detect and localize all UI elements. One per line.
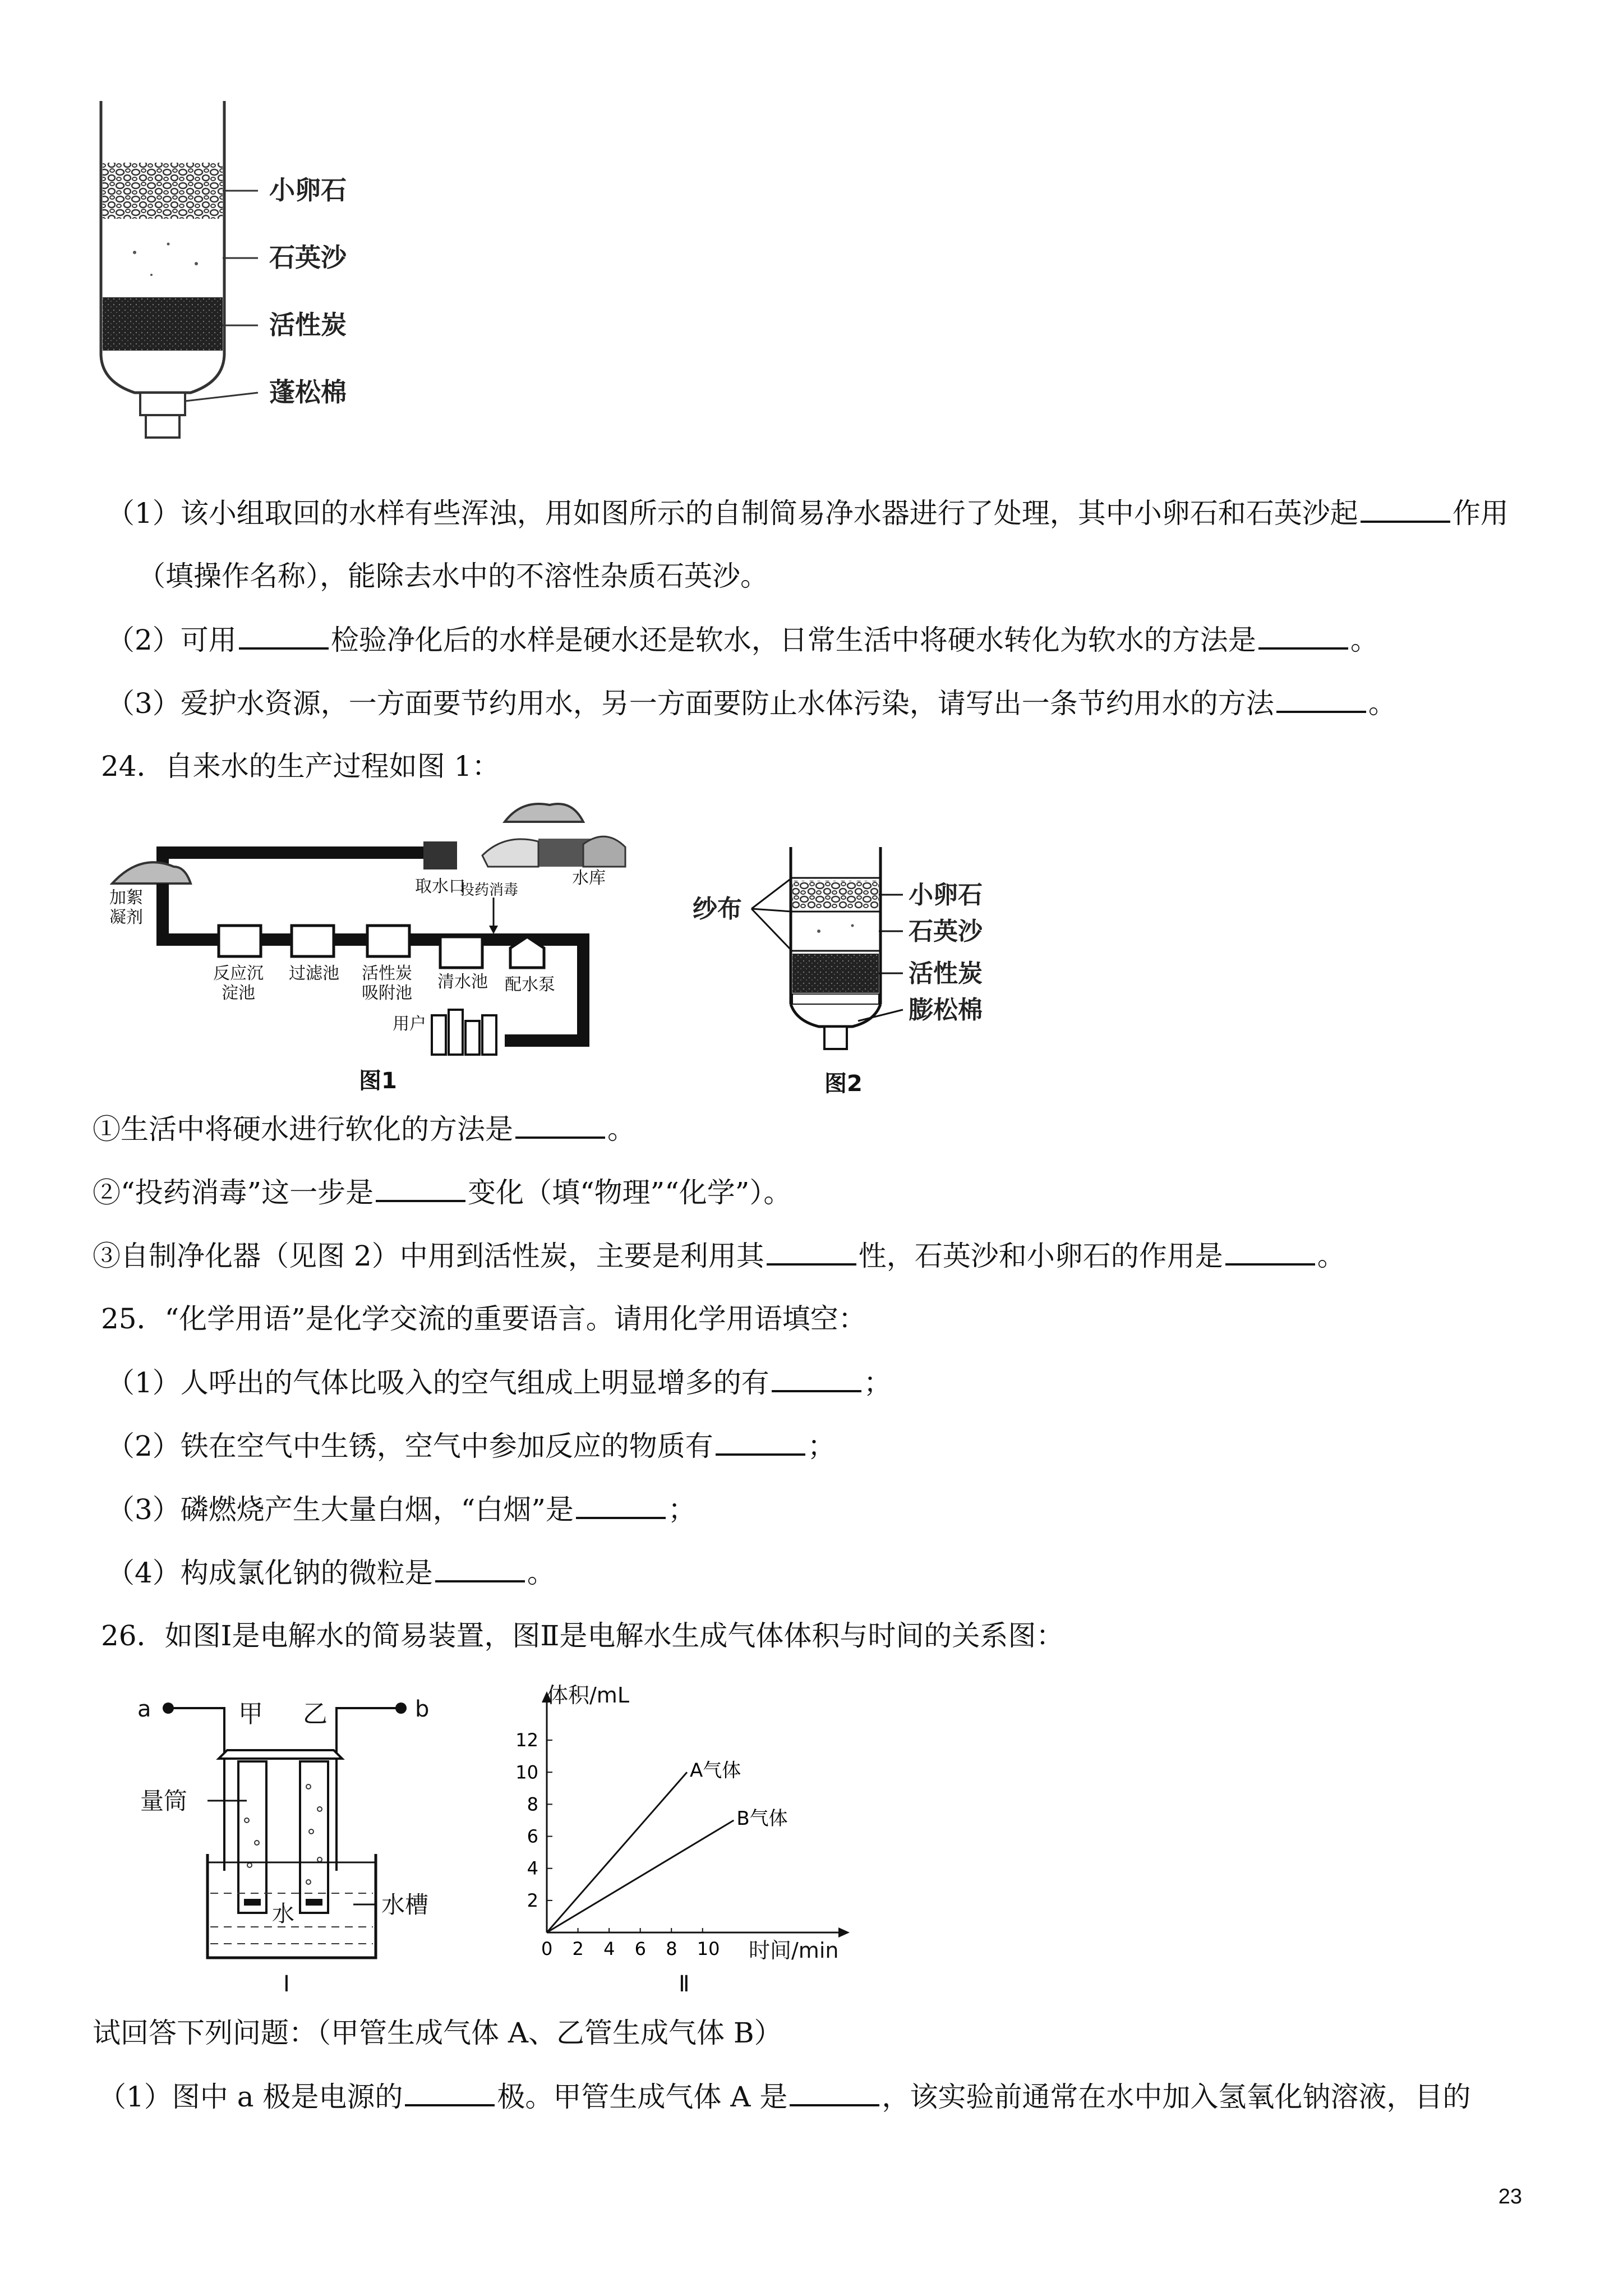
fig2-caption: 图2 bbox=[824, 1071, 863, 1097]
label-coagulant-2: 凝剂 bbox=[109, 908, 143, 927]
label-cotton: 蓬松棉 bbox=[269, 377, 347, 407]
y-tick-label: 10 bbox=[515, 1761, 538, 1783]
q24-i2a: ②“投药消毒”这一步是 bbox=[93, 1176, 374, 1209]
label-trough: 水槽 bbox=[381, 1891, 429, 1918]
answer-blank[interactable] bbox=[790, 2078, 879, 2106]
q23-part1-line1 bbox=[107, 495, 1509, 531]
label-reservoir: 水库 bbox=[572, 868, 606, 888]
q26-p1a: （1）图中 a 极是电源的 bbox=[98, 2081, 403, 2113]
q23-p1c: （填操作名称），能除去水中的不溶性杂质石英沙。 bbox=[137, 560, 768, 592]
volume-time-chart bbox=[494, 1674, 897, 2000]
q24-i3c: 。 bbox=[1317, 1240, 1345, 1272]
answer-blank[interactable] bbox=[1225, 1237, 1315, 1266]
label-disinfect: 投药消毒 bbox=[460, 882, 519, 899]
label-clear: 清水池 bbox=[437, 972, 488, 992]
answer-blank[interactable] bbox=[1361, 495, 1450, 523]
q23-p3b: 。 bbox=[1368, 687, 1396, 720]
q23-p3a: （3）爱护水资源，一方面要节约用水，另一方面要防止水体污染，请写出一条节约用水的方法 bbox=[107, 687, 1274, 720]
label-carbon-1: 活性炭 bbox=[362, 964, 412, 983]
q24-i3a: ③自制净化器（见图 2）中用到活性炭，主要是利用其 bbox=[93, 1240, 764, 1272]
filter-column bbox=[101, 101, 258, 438]
q24-i3b: 性，石英沙和小卵石的作用是 bbox=[858, 1240, 1223, 1272]
fig-II-caption: Ⅱ bbox=[679, 1971, 690, 1997]
label-b: b bbox=[415, 1696, 430, 1722]
label-activated-carbon: 活性炭 bbox=[269, 310, 347, 340]
q23-part3 bbox=[107, 685, 1396, 721]
fig-I-caption: Ⅰ bbox=[283, 1971, 290, 1997]
q25-p3b: ； bbox=[667, 1493, 696, 1526]
q25-p2a: （2）铁在空气中生锈，空气中参加反应的物质有 bbox=[107, 1430, 713, 1462]
q23-p1a: （1）该小组取回的水样有些浑浊，用如图所示的自制简易净水器进行了处理，其中小卵石和石英沙起 bbox=[107, 497, 1358, 530]
filter-figure-2 bbox=[690, 841, 1038, 1099]
q24-item1 bbox=[93, 1111, 635, 1147]
series-label: B气体 bbox=[736, 1807, 788, 1830]
q25-title-text: 25．“化学用语”是化学交流的重要语言。请用化学用语填空： bbox=[101, 1303, 866, 1335]
q25-p1b: ； bbox=[863, 1366, 892, 1399]
q23-p2b: 检验净化后的水样是硬水还是软水，日常生活中将硬水转化为软水的方法是 bbox=[330, 624, 1256, 656]
q26-title-text: 26．如图Ⅰ是电解水的简易装置，图Ⅱ是电解水生成气体体积与时间的关系图： bbox=[101, 1619, 1064, 1652]
fig2-label-carbon: 活性炭 bbox=[909, 959, 983, 988]
answer-blank[interactable] bbox=[767, 1237, 856, 1266]
fig2-label-pebble: 小卵石 bbox=[909, 881, 983, 909]
q24-i1b: 。 bbox=[607, 1113, 635, 1145]
x-tick-label: 6 bbox=[634, 1938, 647, 1959]
q25-part2 bbox=[107, 1428, 836, 1464]
q25-title bbox=[101, 1301, 866, 1337]
answer-blank[interactable] bbox=[1276, 685, 1366, 713]
q24-item3 bbox=[93, 1237, 1345, 1274]
q25-p3a: （3）磷燃烧产生大量白烟，“白烟”是 bbox=[107, 1493, 574, 1526]
label-filter: 过滤池 bbox=[289, 964, 339, 983]
q23-p2c: 。 bbox=[1350, 624, 1378, 656]
label-react-1: 反应沉 bbox=[213, 964, 264, 983]
label-user: 用户 bbox=[393, 1014, 426, 1034]
x-tick-label: 10 bbox=[697, 1938, 720, 1959]
label-intake: 取水口 bbox=[415, 877, 465, 896]
y-tick-label: 12 bbox=[515, 1729, 538, 1751]
chart-ylabel: 体积/mL bbox=[547, 1683, 629, 1708]
q26-intro bbox=[93, 2015, 782, 2051]
answer-blank[interactable] bbox=[576, 1491, 666, 1519]
q26-p1c: ，该实验前通常在水中加入氢氧化钠溶液，目的 bbox=[882, 2081, 1471, 2113]
coagulant-mound bbox=[112, 862, 191, 884]
filter-column-figure bbox=[84, 101, 398, 454]
x-tick-label: 8 bbox=[666, 1938, 677, 1959]
q25-part1 bbox=[107, 1364, 892, 1401]
label-carbon-2: 吸附池 bbox=[362, 983, 412, 1003]
series-line bbox=[547, 1772, 687, 1932]
q25-p4a: （4）构成氯化钠的微粒是 bbox=[107, 1557, 433, 1589]
label-quartz-sand: 石英沙 bbox=[269, 242, 347, 273]
answer-blank[interactable] bbox=[772, 1364, 861, 1392]
series-label: A气体 bbox=[690, 1759, 741, 1782]
q26-part1 bbox=[98, 2078, 1470, 2115]
x-tick-label: 4 bbox=[603, 1938, 615, 1959]
y-tick-label: 4 bbox=[527, 1857, 538, 1879]
q25-p4b: 。 bbox=[527, 1557, 555, 1589]
tanks bbox=[219, 926, 544, 968]
answer-blank[interactable] bbox=[405, 2078, 495, 2106]
x-tick-label: 0 bbox=[541, 1938, 553, 1959]
label-gauze: 纱布 bbox=[693, 895, 742, 923]
q24-i2b: 变化（填“物理”“化学”）。 bbox=[468, 1176, 792, 1209]
y-tick-label: 8 bbox=[527, 1793, 538, 1815]
y-tick-label: 2 bbox=[527, 1889, 538, 1911]
q24-title bbox=[101, 748, 500, 784]
answer-blank[interactable] bbox=[1258, 622, 1348, 650]
answer-blank[interactable] bbox=[239, 622, 329, 650]
answer-blank[interactable] bbox=[716, 1428, 805, 1456]
label-water: 水 bbox=[272, 1901, 294, 1927]
chart-xlabel: 时间/min bbox=[749, 1938, 839, 1963]
answer-blank[interactable] bbox=[515, 1111, 605, 1139]
user-buildings bbox=[432, 1010, 496, 1055]
fig1-caption: 图1 bbox=[359, 1068, 397, 1094]
q23-part2 bbox=[107, 622, 1378, 658]
q26-title bbox=[101, 1618, 1064, 1654]
x-axis-arrow bbox=[838, 1927, 850, 1938]
x-tick-label: 2 bbox=[572, 1938, 584, 1959]
label-a: a bbox=[137, 1696, 151, 1722]
label-jia: 甲 bbox=[238, 1700, 263, 1728]
q23-p2a: （2）可用 bbox=[107, 624, 237, 656]
label-react-2: 淀池 bbox=[222, 983, 255, 1003]
q25-p1a: （1）人呼出的气体比吸入的空气组成上明显增多的有 bbox=[107, 1366, 769, 1399]
filter-column-2 bbox=[751, 847, 903, 1049]
q24-item2 bbox=[93, 1174, 791, 1211]
electrolysis-apparatus bbox=[123, 1674, 516, 2000]
q24-i1a: ①生活中将硬水进行软化的方法是 bbox=[93, 1113, 513, 1145]
page-number: 23 bbox=[1498, 2185, 1522, 2208]
label-yi: 乙 bbox=[303, 1700, 328, 1728]
y-tick-label: 6 bbox=[527, 1825, 538, 1847]
label-pump: 配水泵 bbox=[505, 975, 555, 995]
label-coagulant-1: 加絮 bbox=[109, 888, 143, 908]
q25-part4 bbox=[107, 1554, 555, 1591]
q25-p2b: ； bbox=[807, 1430, 836, 1462]
water-plant-diagram bbox=[101, 799, 628, 1097]
q23-p1b: 作用 bbox=[1452, 497, 1509, 530]
q25-part3 bbox=[107, 1491, 696, 1527]
q26-p1b: 极。甲管生成气体 A 是 bbox=[497, 2081, 788, 2113]
label-pebble: 小卵石 bbox=[269, 175, 347, 205]
q23-part1-line2 bbox=[137, 558, 768, 594]
intake-box bbox=[423, 841, 457, 869]
chart-plot-area bbox=[515, 1691, 850, 1959]
label-cylinder: 量筒 bbox=[140, 1787, 188, 1815]
answer-blank[interactable] bbox=[435, 1554, 525, 1582]
q24-title-text: 24．自来水的生产过程如图 1： bbox=[101, 750, 500, 783]
series-line bbox=[547, 1820, 734, 1932]
reservoir-mountains bbox=[482, 804, 625, 867]
fig2-label-quartz: 石英沙 bbox=[909, 917, 983, 946]
fig2-label-cotton: 膨松棉 bbox=[909, 996, 983, 1024]
answer-blank[interactable] bbox=[376, 1174, 465, 1202]
q26-intro-text: 试回答下列问题：（甲管生成气体 A、乙管生成气体 B） bbox=[93, 2017, 782, 2049]
